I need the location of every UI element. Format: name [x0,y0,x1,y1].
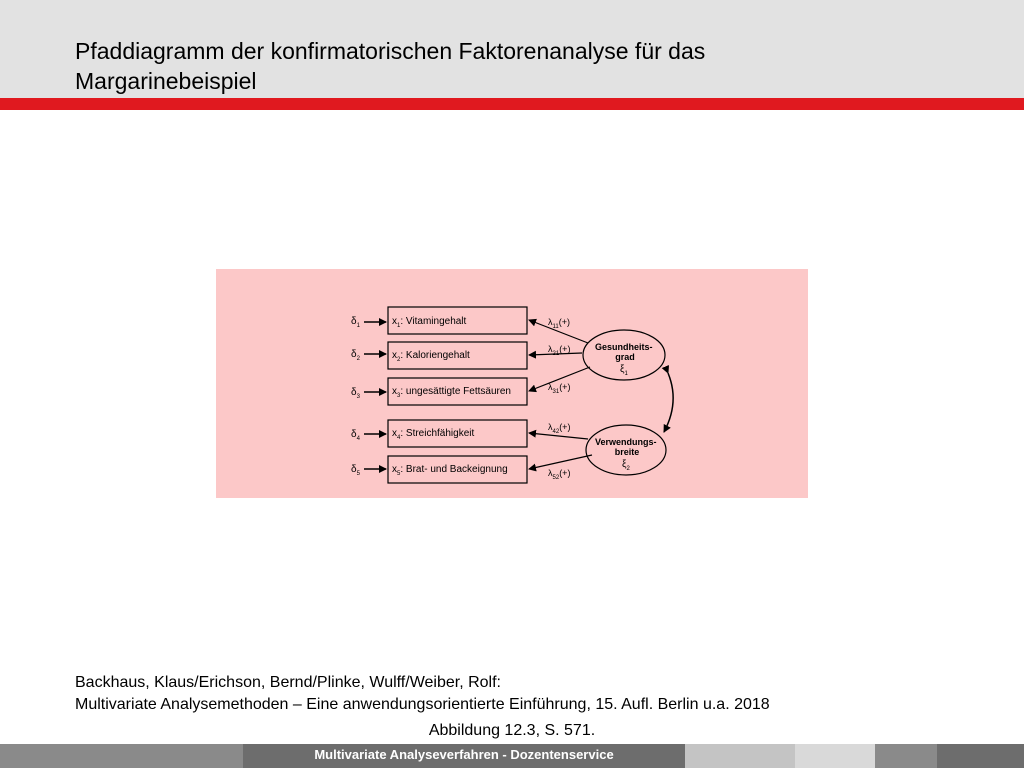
factor-symbol-2: $\xi_2$ [622,459,630,472]
path-diagram-svg [216,269,808,498]
indicator-label-5: $x_5$: Brat- und Backeignung [392,464,508,477]
slide-title [75,36,975,96]
source-reference [75,672,975,716]
factor-symbol-1: $\xi_1$ [620,364,628,377]
indicator-label-1: $x_1$: Vitamingehalt [392,316,467,329]
indicator-label-3: $x_3$: ungesättigte Fettsäuren [392,386,511,399]
slide-title-line1: Pfaddiagramm der konfirmatorischen Faktorenanalyse für das [75,38,706,64]
loading-label-11: $\lambda_{11}(+)$ [548,317,570,330]
indicator-label-2: $x_2$: Kaloriengehalt [392,350,470,363]
footer-segment-6 [937,744,1024,768]
factor-label-1: Gesundheits- grad [594,342,653,362]
footer-segment-1 [0,744,243,768]
factor-label-2: Verwendungs- breite [594,437,657,457]
loading-arrow-52 [529,455,592,469]
error-label-3: $\delta_3$ [351,387,360,400]
error-label-5: $\delta_5$ [351,464,360,477]
header-accent-bar [0,98,1024,110]
footer-segment-5 [875,744,937,768]
indicator-label-4: $x_4$: Streichfähigkeit [392,428,475,441]
slide-title-line2: Margarinebeispiel [75,68,257,94]
footer-bar [0,744,1024,768]
footer-segment-4 [795,744,875,768]
reference-book: Multivariate Analysemethoden – Eine anwendungsorientierte Einführung, 15. Aufl. Berlin u.a. 2018 [75,696,770,713]
footer-text: Multivariate Analyseverfahren - Dozentenservice [314,747,614,762]
loading-label-52: $\lambda_{52}(+)$ [548,468,571,481]
factor-covariance-arrow [664,373,673,432]
error-label-4: $\delta_4$ [351,429,360,442]
error-label-2: $\delta_2$ [351,349,360,362]
footer-segment-3 [685,744,795,768]
reference-authors: Backhaus, Klaus/Erichson, Bernd/Plinke, Wulff/Weiber, Rolf: [75,674,501,691]
slide-header [0,0,1024,98]
loading-label-31: $\lambda_{31}(+)$ [548,382,571,395]
loading-label-21: $\lambda_{21}(+)$ [548,344,571,357]
loading-label-42: $\lambda_{42}(+)$ [548,422,571,435]
error-label-1: $\delta_1$ [351,316,360,329]
figure-reference: Abbildung 12.3, S. 571. [428,722,596,739]
path-diagram [216,269,808,498]
